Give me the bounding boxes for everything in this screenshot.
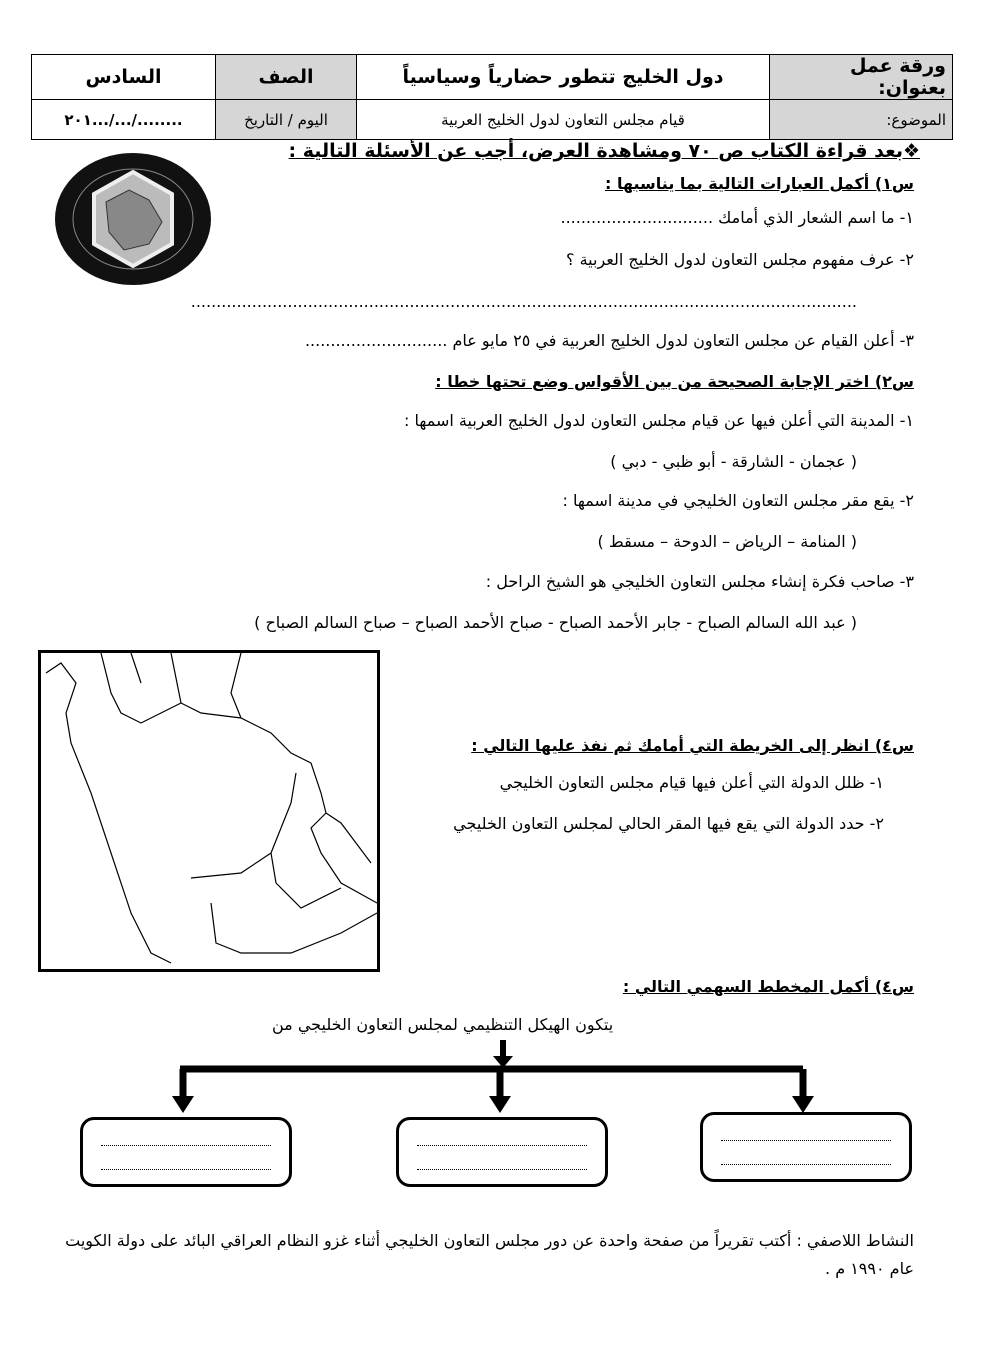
title-label: ورقة عمل بعنوان: xyxy=(770,55,953,100)
q1-heading: س۱) أكمل العبارات التالية بما يناسبها : xyxy=(604,174,914,193)
q1-item-3: ۳- أعلن القيام عن مجلس التعاون لدول الخليج العربية في ۲٥ مايو عام ............................ xyxy=(304,331,914,350)
q1-item-1: ۱- ما اسم الشعار الذي أمامك .............................. xyxy=(560,208,914,227)
flowchart-box-right[interactable] xyxy=(700,1112,912,1182)
topic-value: قيام مجلس التعاون لدول الخليج العربية xyxy=(357,100,770,140)
date-value: ......../.../...۲۰۱ xyxy=(32,100,216,140)
q2-item-3: ۳- صاحب فكرة إنشاء مجلس التعاون الخليجي هو الشيخ الراحل : xyxy=(485,572,914,591)
date-label: اليوم / التاريخ xyxy=(216,100,357,140)
worksheet-title: دول الخليج تتطور حضارياً وسياسياً xyxy=(357,55,770,100)
q2-item-2: ۲- يقع مقر مجلس التعاون الخليجي في مدينة اسمها : xyxy=(562,491,914,510)
gulf-map[interactable] xyxy=(38,650,380,972)
flowchart-box-left[interactable] xyxy=(80,1117,292,1187)
topic-label: الموضوع: xyxy=(770,100,953,140)
q1-answer-line[interactable]: ................................................................................................................................... xyxy=(190,292,857,311)
gcc-logo xyxy=(54,152,212,286)
grade-label: الصف xyxy=(216,55,357,100)
flowchart-root: يتكون الهيكل التنظيمي لمجلس التعاون الخليجي من xyxy=(272,1015,614,1034)
q4-heading: س٤) أكمل المخطط السهمي التالي : xyxy=(622,977,914,996)
q2-item-1: ۱- المدينة التي أعلن فيها عن قيام مجلس التعاون لدول الخليج العربية اسمها : xyxy=(404,411,914,430)
q2-options-3[interactable]: ( عبد الله السالم الصباح - جابر الأحمد الصباح - صباح الأحمد الصباح – صباح السالم الصباح ) xyxy=(254,613,857,632)
flowchart-arrows xyxy=(0,1038,992,1118)
q3-item-2: ۲- حدد الدولة التي يقع فيها المقر الحالي لمجلس التعاون الخليجي xyxy=(453,814,884,833)
q2-options-2[interactable]: ( المنامة – الرياض – الدوحة – مسقط ) xyxy=(597,532,857,551)
q1-item-2: ۲- عرف مفهوم مجلس التعاون لدول الخليج العربية ؟ xyxy=(566,250,914,269)
q3-item-1: ۱- ظلل الدولة التي أعلن فيها قيام مجلس التعاون الخليجي xyxy=(499,773,884,792)
q3-heading: س٤) انظر إلى الخريطة التي أمامك ثم نفذ عليها التالي : xyxy=(471,736,914,755)
header-table xyxy=(31,54,953,140)
q2-heading: س۲) اختر الإجابة الصحيحة من بين الأقواس وضع تحتها خطا : xyxy=(435,372,914,391)
grade-value: السادس xyxy=(32,55,216,100)
extracurricular-activity: النشاط اللاصفي : أكتب تقريراً من صفحة واحدة عن دور مجلس التعاون الخليجي أثناء غزو النظام العراقي البائد على دولة الكويت عام ۱۹۹۰ م . xyxy=(65,1231,914,1278)
instruction: ❖بعد قراءة الكتاب ص ۷۰ ومشاهدة العرض، أجب عن الأسئلة التالية : xyxy=(288,140,920,162)
q2-options-1[interactable]: ( عجمان - الشارقة - أبو ظبي - دبي ) xyxy=(610,452,857,471)
flowchart-box-center[interactable] xyxy=(396,1117,608,1187)
